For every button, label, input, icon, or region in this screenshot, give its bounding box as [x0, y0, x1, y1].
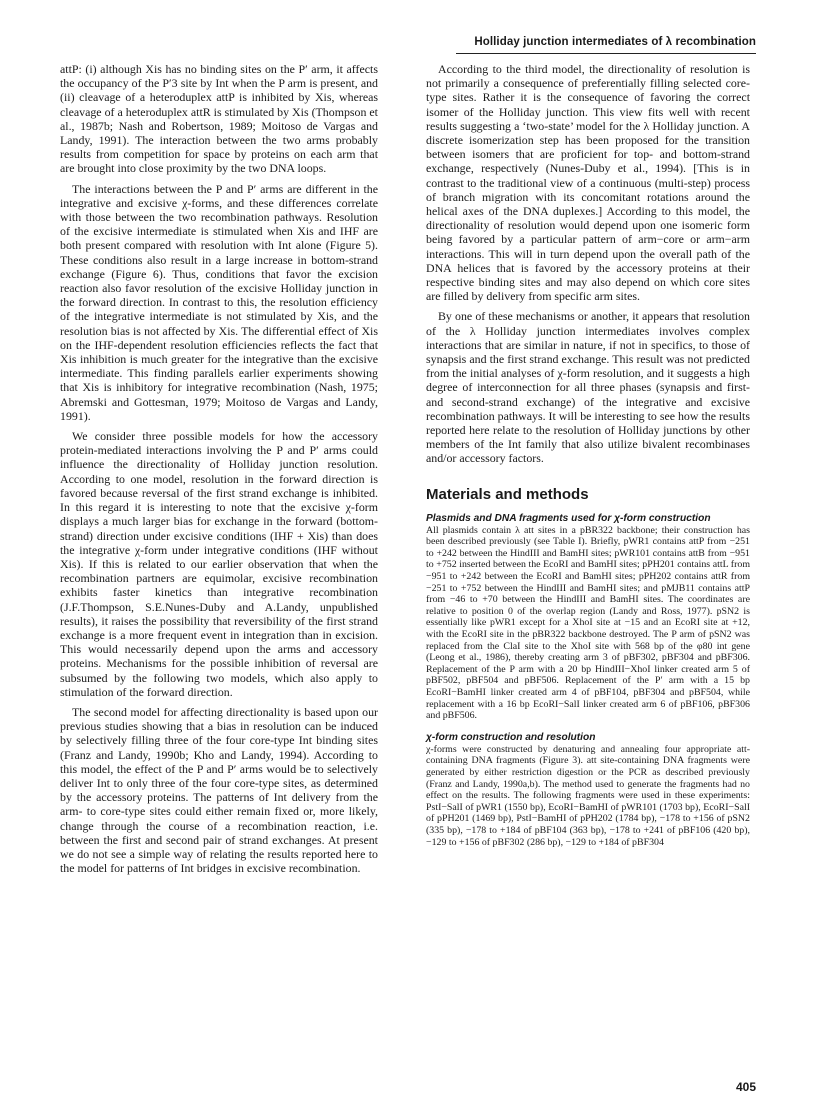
left-paragraph-2: The interactions between the P and P′ arms are different in the integrative and excisive χ-forms, and these differences correlate with those between the two recombination pathways. Resolution of the excisive intermediate is stimulated when Xis and IHF are both present compared with resolution with Int alone (Figure 5). These conditions also result in a large increase in bottom-strand exchange (Figure 6). Thus, conditions that favor the excision reaction also favor resolution of the excisive Holliday junction in the forward direction. In contrast to this, the resolution efficiency of the integrative intermediate is not stimulated by Xis, and the resolution bias is not affected by Xis. The differential effect of Xis on the IHF-dependent resolution efficiencies reflects the fact that Xis inhibition is much greater for the integrative than the excisive intermediate. This finding parallels earlier experiments showing that Xis is inhibitory for integrative recombination (Nash, 1975; Abremski and Gottesman, 1979; Moitoso de Vargas and Landy, 1991). — [60, 181, 378, 423]
methods-heading: Materials and methods — [426, 485, 589, 503]
chi-form-subheading: χ-form construction and resolution — [426, 731, 596, 743]
header-rule — [456, 53, 756, 54]
right-column — [426, 62, 750, 854]
right-paragraph-1: According to the third model, the directionality of resolution is not primarily a consequence of preferentially filling selected core-type sites. Rather it is the consequence of favoring the correct isomer of the Holliday junction. This view fits well with recent results suggesting a ‘two-state’ model for the λ Holliday junction. A discrete isomerization step has been proposed for the transition between isomers that are proficient for top- and bottom-strand exchange, respectively (Nunes-Duby et al., 1994). [This is in contrast to the traditional view of a continuous (multi-step) process of branch migration with its concomitant rotations around the helical axes of the DNA duplexes.] According to this model, the directionality of resolution would depend upon one isomeric form being favored by a particular pattern of arm−core or arm−arm interactions. This will in turn depend upon the overall path of the DNA helices that is favored by the accessory proteins at their respective binding sites and may also depend on which core sites are filled by delivery from specific arm sites. — [426, 62, 750, 304]
left-paragraph-4: The second model for affecting directionality is based upon our previous studies showing that a bias in resolution can be induced by selectively filling three of the four core-type Int binding sites (Franz and Landy, 1990b; Kho and Landy, 1994). According to this model, the effect of the P and P′ arms would be to selectively deliver Int to only three of the four core-type sites, as determined by the accessory proteins. The patterns of Int delivery from the arm- to core-type sites could either remain fixed or, more likely, change through the course of a recombination reaction, i.e. between the first and second pair of strand exchanges. At present we do not see a simple way of relating the results reported here to the model for patterns of Int bridges in excisive recombination. — [60, 704, 378, 876]
left-paragraph-3: We consider three possible models for how the accessory protein-mediated interactions involving the P and P′ arms could influence the directionality of Holliday junction resolution. According to one model, resolution in the forward direction is favored because reversal of the first strand exchange is inhibited. In this regard it is interesting to note that the excisive χ-form displays a much larger bias for exchange in the forward (bottom-strand) direction under excisive conditions (IHF + Xis) than does the integrative χ-form under integrative conditions (IHF without Xis). If this is related to our earlier observation that when the recombination partners are equimolar, excisive recombination exhibits faster kinetics than integrative recombination (J.F.Thompson, S.E.Nunes-Duby and A.Landy, unpublished results), it raises the possibility that reversibility of the first strand exchange is a more frequent event in integration than in excision. This would necessarily depend upon the arms and accessory proteins. Mechanisms for the possible inhibition of reversal are subsumed by the following two models, which also apply to stimulation of the forward direction. — [60, 429, 378, 699]
page-number: 405 — [735, 1080, 756, 1094]
chi-form-paragraph: χ-forms were constructed by denaturing and annealing four appropriate att-containing DNA fragments (Figure 3). att site-containing DNA fragments were generated by either restriction digestion or the PCR as described previously (Franz and Landy, 1990a,b). The method used to generate the fragments had no effect on the results. The following fragments were used in these experiments: PstI−SalI of pWR1 (1550 bp), EcoRI−BamHI of pWR101 (1703 bp), EcoRI−SalI of pPH201 (1469 bp), PstI−BamHI of pPH202 (1784 bp), −178 to +156 of pSN2 (335 bp), −178 to +184 of pBF104 (363 bp), −178 to +241 of pBF106 (420 bp), −129 to +156 of pBF302 (286 bp), −129 to +184 of pBF304 — [426, 743, 750, 848]
plasmids-subheading: Plasmids and DNA fragments used for χ-form construction — [426, 512, 711, 524]
plasmids-paragraph: All plasmids contain λ att sites in a pBR322 backbone; their construction has been described previously (see Table I). Briefly, pWR1 contains attP from −251 to +242 between the HindIII and BamHI sites; pWR101 contains attB from −951 to +752 inserted between the EcoRI and BamHI sites; pPH201 contains attL from −951 to +242 between the EcoRI and BamHI sites; pPH202 contains attR from −251 to +752 between the HindIII and BamHI sites; and pMJB11 contains attP from −46 to +70 between the HindIII and BamHI sites. The coordinates are relative to position 0 of the overlap region (Landy and Ross, 1977). pSN2 is essentially like pWR1 except for a XhoI site at −15 and an EcoRI site at +12, with the EcoRI site in the pBR322 backbone destroyed. The P arm of pSN2 was replaced from the ClaI site to the XhoI site with 568 bp of the φ80 int gene (Leong et al., 1986), thereby creating arm 3 of pBF302, pBF304 and pBF306. Replacement of the P arm with a 20 bp HindIII−XhoI linker created arm 5 of pBF502, pBF504 and pBF506. Replacement of the P′ arm with a 15 bp EcoRI−BamHI linker created arm 4 of pBF104, pBF304 and pBF504, while replacement with a 16 bp EcoRI−SalI linker created arm 6 of pBF106, pBF306 and pBF506. — [426, 524, 750, 722]
left-paragraph-1: attP: (i) although Xis has no binding sites on the P′ arm, it affects the occupancy of the P′3 site by Int when the P arm is present, and (ii) cleavage of a heteroduplex attP is inhibited by Xis, whereas cleavage of a heteroduplex attR is stimulated by Xis (Thompson et al., 1987b; Nash and Robertson, 1989; Moitoso de Vargas and Landy, 1991). The interaction between the two arms probably results from competition for space by proteins on each arm that are brought into close proximity by the two DNA loops. — [60, 62, 378, 176]
right-paragraph-2: By one of these mechanisms or another, it appears that resolution of the λ Holliday junction intermediates involves complex interactions that are similar in nature, if not in specifics, to those of synapsis and the first strand exchange. This result was not predicted from the initial analyses of χ-form resolution, and it suggests a high degree of interconnection for all three phases (synapsis and first- and second-strand exchange) of the integrative and excisive recombination pathways. It will be interesting to see how the results reported here relate to the resolution of Holliday junctions by other members of the Int family that also utilize bivalent recombinases and/or accessory factors. — [426, 309, 750, 466]
left-column — [60, 62, 378, 881]
running-header-title: Holliday junction intermediates of λ recombination — [474, 36, 756, 48]
